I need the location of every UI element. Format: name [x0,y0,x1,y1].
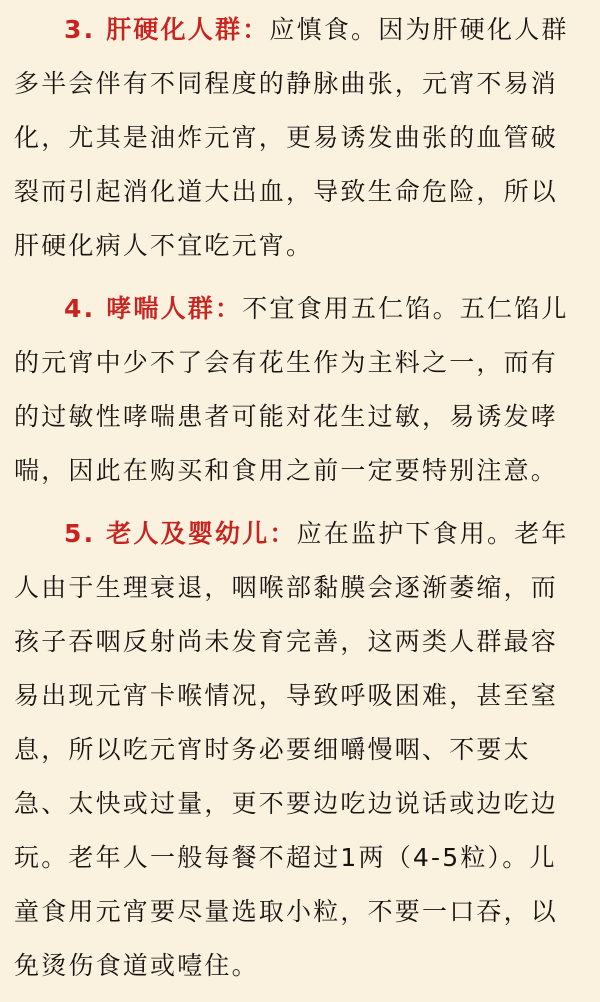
text-line: 急、太快或过量，更不要边吃边说话或边吃边 [14,789,559,818]
article-body [14,3,590,1002]
text-line: 的过敏性哮喘患者可能对花生过敏，易诱发哮 [14,402,559,431]
text-line: 玩。老年人一般每餐不超过1两（4-5粒）。儿 [14,843,557,872]
text-line: 肝硬化病人不宜吃元宵。 [14,231,314,260]
text-line: 多半会伴有不同程度的静脉曲张，元宵不易消 [14,69,559,98]
section-heading: 3. 肝硬化人群： [64,15,270,44]
section-first-line [14,282,590,336]
text-line: 喘，因此在购买和食用之前一定要特别注意。 [14,456,559,485]
section-first-line [14,3,590,57]
text-line: 免烫伤食道或噎住。 [14,951,259,980]
text-line: 的元宵中少不了会有花生作为主料之一，而有 [14,348,559,377]
section-first-line [14,507,590,561]
text-line: 孩子吞咽反射尚未发育完善，这两类人群最容 [14,627,559,656]
section-heading: 4. 哮喘人群： [64,294,243,323]
text-line: 裂而引起消化道大出血，导致生命危险，所以 [14,177,559,206]
section-text: 不宜食用五仁馅。五仁馅儿 [242,294,569,323]
section-text: 应在监护下食用。老年 [296,519,569,548]
section-cirrhosis [14,3,590,273]
section-asthma [14,282,590,498]
text-line: 易出现元宵卡喉情况，导致呼吸困难，甚至窒 [14,681,559,710]
section-heading: 5. 老人及婴幼儿： [64,519,297,548]
text-line: 化，尤其是油炸元宵，更易诱发曲张的血管破 [14,123,559,152]
section-text: 应慎食。因为肝硬化人群 [269,15,569,44]
text-line: 人由于生理衰退，咽喉部黏膜会逐渐萎缩，而 [14,573,559,602]
text-line: 童食用元宵要尽量选取小粒，不要一口吞，以 [14,897,559,926]
text-line: 息，所以吃元宵时务必要细嚼慢咽、不要太 [14,735,531,764]
section-elderly-infants [14,507,590,993]
